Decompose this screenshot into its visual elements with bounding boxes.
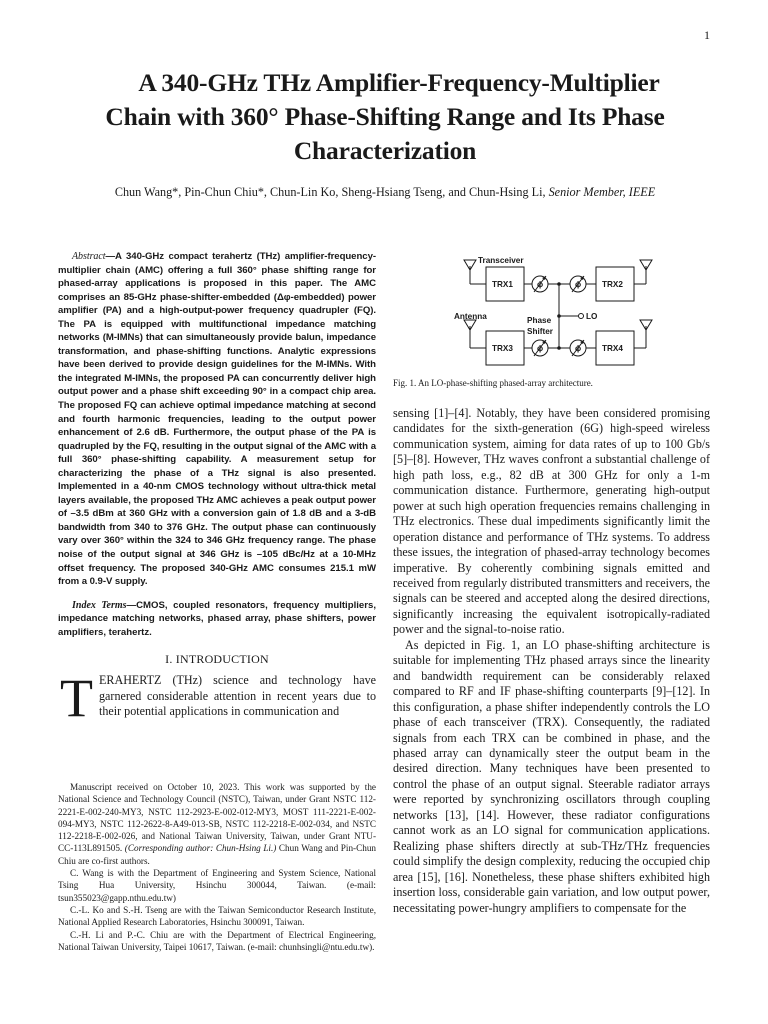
phi-3: ϕ [537, 344, 544, 353]
abstract-lead: Abstract [72, 251, 106, 262]
co-first-authors: Chun Wang and Pin-Chun Chiu are co-first authors. [58, 843, 377, 866]
label-trx2: TRX2 [602, 280, 623, 289]
label-transceiver: Transceiver [478, 256, 524, 265]
phi-4: ϕ [575, 344, 582, 353]
author-membership: Senior Member, IEEE [548, 185, 656, 199]
footnote-funding-text: Manuscript received on October 10, 2023. This work was supported by the National Science and Technology Council (NSTC), Taiwan, under Grant NSTC 112-2221-E-002-240-MY3, NSTC 112-2923-E-002-012-MY3, MOST 111-2221-E-002-094-MY3, NSTC 112-2622-8-A49-013-SB, NSTC 112-2218-E-002-034, and NSTC 112-2218-E-002-026, and National Taiwan University, Taiwan, under Grant NTU-CC-113L891505. [58, 782, 376, 854]
right-paragraph-2: As depicted in Fig. 1, an LO phase-shifting architecture is suitable for implementing THz phased arrays since the linearity and bandwidth requirement can be considerably relaxed compared to RF and IF phase-shifting counterparts [9]–[12]. In this configuration, a phase shifter independently controls the LO phase of each transceiver (TRX). Consequently, the radiated signals from each TRX can be combined in phase, and the phased array can dynamically steer the output beam in the desired direction. Many techniques have been presented to control the phase of an output signal. Steerable radiator arrays were reported by synchronizing oscillators through coupling networks [13], [14]. However, these radiator configurations cannot work as an LO signal for communication applications. Realizing phase shifters directly at sub-THz/THz frequencies could simplify the design complexity, reducing the occupied chip area [15], [16]. Nonetheless, these phase shifters exhibited high insertion loss, considerable gain variation, and low output power, necessitating power-hungry amplifiers to compensate for the [393, 637, 710, 915]
introduction-text: ERAHERTZ (THz) science and technology have garnered considerable attention in recent years due to their potential applications in communication and [99, 673, 376, 719]
label-trx4: TRX4 [602, 344, 623, 353]
label-trx1: TRX1 [492, 280, 513, 289]
page-number: 1 [704, 28, 710, 42]
abstract-text: —A 340-GHz compact terahertz (THz) amplifier-frequency-multiplier chain (AMC) offering a full 360° phase shifting range for phased-array applications is proposed in this paper. The AMC comprises an 85-GHz phase-shifter-embedded (Δφ-embedded) power amplifier (PA) and a high-output-power frequency quadrupler (FQ). The PA is equipped with multifunctional impedance matching networks (M-IMNs) that can simultaneously provide balun, impedance transformation, and phase-shifting functions. Analytic expressions have been derived to provide design guidelines for the M-IMNs. With the integrated M-IMNs, the proposed PA can concurrently deliver high output power and a phase shift exceeding 90° in a compact chip area. The proposed FQ can achieve optimal impedance matching at second and fourth harmonic frequencies, leading to the output power enhancement of 2.6 dB. Furthermore, the output phase of the PA is quadrupled by the FQ, resulting in the output signal of the AMC with a full 360° phase-shifting capability. A measurement setup for characterizing the phase of a THz signal is also presented. Implemented in a 40-nm CMOS technology without ultra-thick metal layers available, the proposed THz AMC achieves a peak output power of –3.5 dBm at 360 GHz with a conversion gain of 1.8 dB and a 3-dB bandwidth from 340 to 376 GHz. The output phase can continuously vary over 360° within the 324 to 346 GHz frequency range. The phase noise of the output signal at 346 GHz is –105 dBc/Hz at a 10-MHz offset frequency. The proposed 340-GHz AMC consumes 215.1 mW from a 0.9-V supply. [58, 251, 376, 588]
label-trx3: TRX3 [492, 344, 513, 353]
phi-1: ϕ [537, 280, 544, 289]
phi-2: ϕ [575, 280, 582, 289]
figure-1 [450, 252, 690, 370]
title-line-2: Chain with 360° Phase-Shifting Range and Its Phase [105, 102, 665, 131]
right-paragraph-1: sensing [1]–[4]. Notably, they have been considered promising candidates for the sixth-generation (6G) high-speed wireless communication system, aiming for data rates of up to 100 Gb/s [5]–[8]. However, THz waves confront a substantial challenge of high path loss, e.g., 82 dB at 300 GHz for only a 1-m communication distance. Furthermore, generating high-output power at such high operation frequencies remains challenging in THz electronics. These dual impediments significantly limit the operation distance and performance of THz systems. To address these issues, the integration of phased-array technology becomes imperative. By coherently combining signals emitted and received from regularly distributed transmitters and receivers, the signals can be steered and accepted along the desired directions, significantly increasing the equivalent isotropically-radiated power and the signal-to-noise ratio. [393, 406, 711, 637]
section-heading-introduction: I. INTRODUCTION [165, 652, 269, 667]
paper-title [40, 66, 730, 168]
figure-1-caption: Fig. 1. An LO-phase-shifting phased-array architecture. [393, 378, 593, 388]
title-line-3: Characterization [293, 136, 477, 165]
right-column [393, 406, 710, 916]
author-names: Chun Wang*, Pin-Chun Chiu*, Chun-Lin Ko, Sheng-Hsiang Tseng, and Chun-Hsing Li, [114, 185, 546, 199]
index-terms-lead: Index Terms [72, 599, 127, 611]
introduction-paragraph [58, 668, 376, 729]
footnote-affiliation-2: C.-L. Ko and S.-H. Tseng are with the Taiwan Semiconductor Research Institute, National Applied Research Laboratories, Hsinchu 300091, Taiwan. [58, 904, 376, 928]
footnote-funding [58, 781, 376, 867]
footnote-affiliation-3: C.-H. Li and P.-C. Chiu are with the Department of Electrical Engineering, National Taiwan University, Taipei 10617, Taiwan. (e-mail: chunhsingli@ntu.edu.tw). [58, 929, 376, 952]
corresponding-author: (Corresponding author: Chun-Hsing Li.) [124, 843, 277, 854]
label-antenna: Antenna [454, 312, 487, 321]
label-phase: Phase [527, 316, 552, 325]
author-list [40, 185, 730, 200]
footnote [58, 781, 376, 953]
index-terms-text: —CMOS, coupled resonators, frequency multipliers, impedance matching networks, phased array, phase shifters, power amplifiers, terahertz. [58, 599, 376, 638]
label-lo: LO [586, 312, 598, 321]
abstract [58, 250, 376, 589]
drop-cap: T [60, 668, 93, 729]
footnote-affiliation-1: C. Wang is with the Department of Engineering and System Science, National Tsing Hua University, Hsinchu 300044, Taiwan. (e-mail: tsun355023@gapp.nthu.edu.tw) [58, 868, 376, 903]
label-shifter: Shifter [527, 327, 553, 336]
phased-array-diagram [450, 252, 690, 370]
title-line-1: A 340-GHz THz Amplifier-Frequency-Multiplier [138, 68, 660, 97]
lo-port-icon [579, 314, 584, 319]
index-terms [58, 599, 376, 640]
left-column [58, 250, 376, 729]
